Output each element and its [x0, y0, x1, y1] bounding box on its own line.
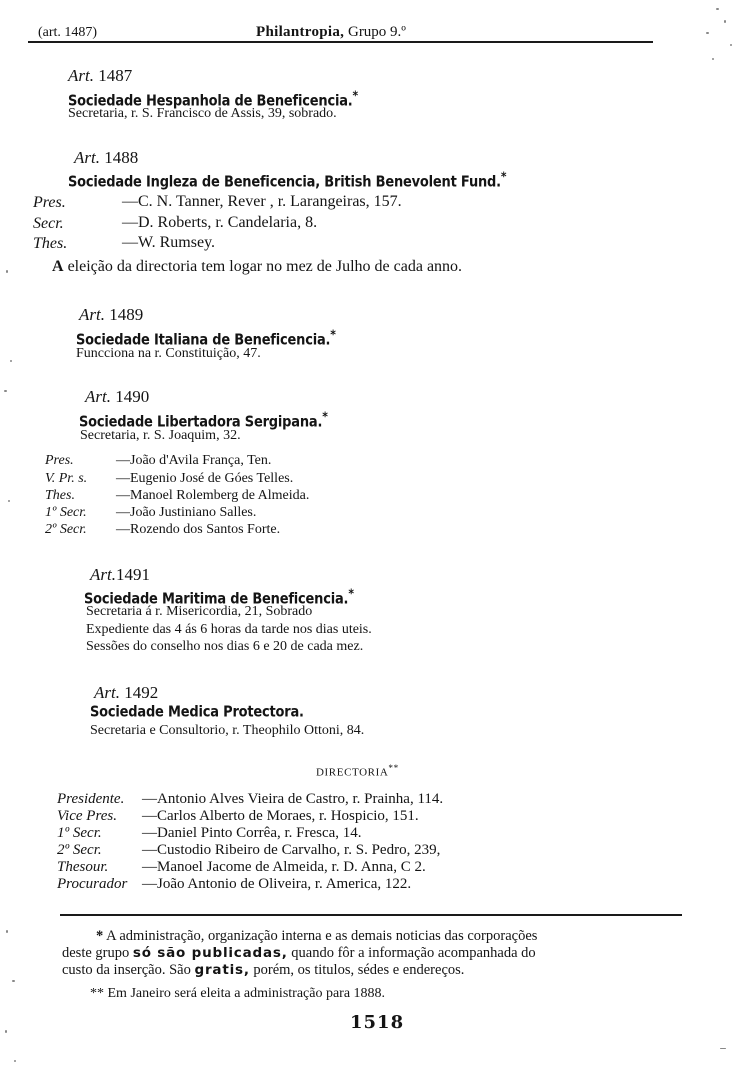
- society-name: Sociedade Medica Protectora.: [90, 704, 304, 722]
- officer-entry: —Carlos Alberto de Moraes, r. Hospicio, 151.: [142, 808, 419, 824]
- art-label: Art.: [74, 148, 100, 167]
- art-label: Art.: [68, 66, 94, 85]
- art-number: 1492: [124, 683, 159, 702]
- footnote-mark: *: [330, 327, 336, 342]
- officer-role: 1º Secr.: [57, 825, 102, 841]
- officer-entry: —W. Rumsey.: [122, 234, 216, 251]
- officer-entry: —Rozendo dos Santos Forte.: [116, 522, 281, 537]
- footnote-text: quando fôr a informação acompanhada do: [291, 945, 536, 961]
- officer-entry: —Manoel Rolemberg de Almeida.: [116, 488, 310, 503]
- officer-entry: —João d'Avila França, Ten.: [116, 453, 272, 468]
- art-number: 1489: [109, 305, 144, 324]
- society-name: Sociedade Hespanhola de Beneficencia.: [68, 92, 353, 111]
- footnote-mark: *: [500, 169, 507, 184]
- art-1489-heading: [79, 305, 143, 325]
- officer-entry: —Antonio Alves Vieira de Castro, r. Prainha, 114.: [142, 791, 444, 807]
- society-name: Sociedade Maritima de Beneficencia.: [84, 590, 349, 609]
- footnote-mark: *: [96, 928, 104, 944]
- officer-role: V. Pr. s.: [45, 471, 88, 486]
- footnote-mark: *: [348, 586, 354, 601]
- officer-entry: —Custodio Ribeiro de Carvalho, r. S. Pedro, 239,: [142, 842, 441, 858]
- art-label: Art.: [85, 387, 111, 406]
- officer-role: Pres.: [33, 194, 66, 211]
- officer-entry: —João Justiniano Salles.: [116, 505, 257, 520]
- art-1492-title: [90, 704, 304, 721]
- officer-entry: —Daniel Pinto Corrêa, r. Fresca, 14.: [142, 825, 362, 841]
- art-1491-address: Secretaria á r. Misericordia, 21, Sobrado: [86, 604, 313, 619]
- officer-entry: —C. N. Tanner, Rever , r. Larangeiras, 157.: [122, 193, 402, 210]
- footnote-text: custo da inserção. São: [62, 962, 191, 978]
- officer-role: Thes.: [33, 235, 68, 252]
- officer-role: Procurador: [57, 876, 128, 892]
- footnote-2: [90, 986, 385, 1002]
- footnote-1-line-2: [62, 945, 536, 962]
- footnote-text: porém, os titulos, sédes e endereços.: [253, 962, 465, 978]
- art-number: 1491: [115, 565, 150, 584]
- officer-role: 2º Secr.: [57, 842, 102, 858]
- art-1488-heading: [74, 148, 138, 168]
- art-number: 1487: [98, 66, 133, 85]
- officer-entry: —D. Roberts, r. Candelaria, 8.: [122, 214, 318, 231]
- footnote-rule: [60, 914, 682, 916]
- footnote-1-line-1: [96, 928, 537, 945]
- directoria-label: DIRECTORIA: [316, 766, 389, 779]
- art-1491-hours: Expediente das 4 ás 6 horas da tarde nos dias uteis.: [86, 622, 372, 637]
- art-1490-address: Secretaria, r. S. Joaquim, 32.: [80, 428, 241, 443]
- society-name: Sociedade Libertadora Sergipana.: [79, 413, 323, 432]
- note-text: eleição da directoria tem logar no mez de Julho de cada anno.: [67, 258, 463, 275]
- art-1488-note: [52, 258, 462, 276]
- art-1491-heading: [90, 565, 150, 585]
- society-name: Sociedade Ingleza de Beneficencia, British Benevolent Fund.: [68, 173, 501, 192]
- art-1489-address: Funcciona na r. Constituição, 47.: [76, 346, 261, 361]
- header-rule: [28, 41, 653, 43]
- officer-entry: —Manoel Jacome de Almeida, r. D. Anna, C 2.: [142, 859, 426, 875]
- footnote-text: Em Janeiro será eleita a administração para 1888.: [107, 986, 386, 1001]
- art-1490-heading: [85, 387, 149, 407]
- footnote-1-line-3: [62, 962, 464, 979]
- footnote-mark: *: [322, 409, 328, 424]
- art-label: Art.: [94, 683, 120, 702]
- header-title: [256, 24, 406, 41]
- officer-role: Thes.: [45, 488, 75, 503]
- officer-role: 1º Secr.: [45, 505, 87, 520]
- art-1487-address: Secretaria, r. S. Francisco de Assis, 39, sobrado.: [68, 106, 337, 121]
- directoria-heading: [316, 763, 399, 779]
- footnote-text: A administração, organização interna e as demais noticias das corporações: [106, 928, 538, 944]
- header-article-ref: (art. 1487): [38, 25, 98, 40]
- art-1487-heading: [68, 66, 132, 86]
- art-label: Art.: [90, 565, 116, 584]
- page-number: 1518: [350, 1012, 405, 1033]
- footnote-emphasis: só são publicadas,: [132, 945, 288, 961]
- art-number: 1488: [104, 148, 139, 167]
- footnote-mark: *: [352, 88, 358, 103]
- art-1492-heading: [94, 683, 158, 703]
- officer-entry: —João Antonio de Oliveira, r. America, 122.: [142, 876, 412, 892]
- officer-role: 2º Secr.: [45, 522, 87, 537]
- officer-entry: —Eugenio José de Góes Telles.: [116, 471, 294, 486]
- footnote-emphasis: gratis,: [194, 962, 250, 978]
- officer-role: Presidente.: [57, 791, 125, 807]
- art-number: 1490: [115, 387, 150, 406]
- art-label: Art.: [79, 305, 105, 324]
- footnote-mark: **: [388, 763, 399, 773]
- officer-role: Vice Pres.: [57, 808, 117, 824]
- art-1488-title: [68, 169, 506, 191]
- officer-role: Secr.: [33, 215, 64, 232]
- society-name: Sociedade Italiana de Beneficencia.: [76, 331, 331, 350]
- art-1491-sessions: Sessões do conselho nos dias 6 e 20 de cada mez.: [86, 639, 364, 654]
- footnote-mark: **: [90, 986, 104, 1001]
- running-header: [28, 24, 653, 40]
- footnote-text: deste grupo: [62, 945, 130, 961]
- note-initial: A: [52, 258, 64, 275]
- header-group: Grupo 9.º: [347, 24, 406, 40]
- officer-role: Thesour.: [57, 859, 109, 875]
- officer-role: Pres.: [45, 453, 74, 468]
- art-1492-address: Secretaria e Consultorio, r. Theophilo Ottoni, 84.: [90, 723, 365, 738]
- header-section: Philantropia,: [256, 24, 345, 40]
